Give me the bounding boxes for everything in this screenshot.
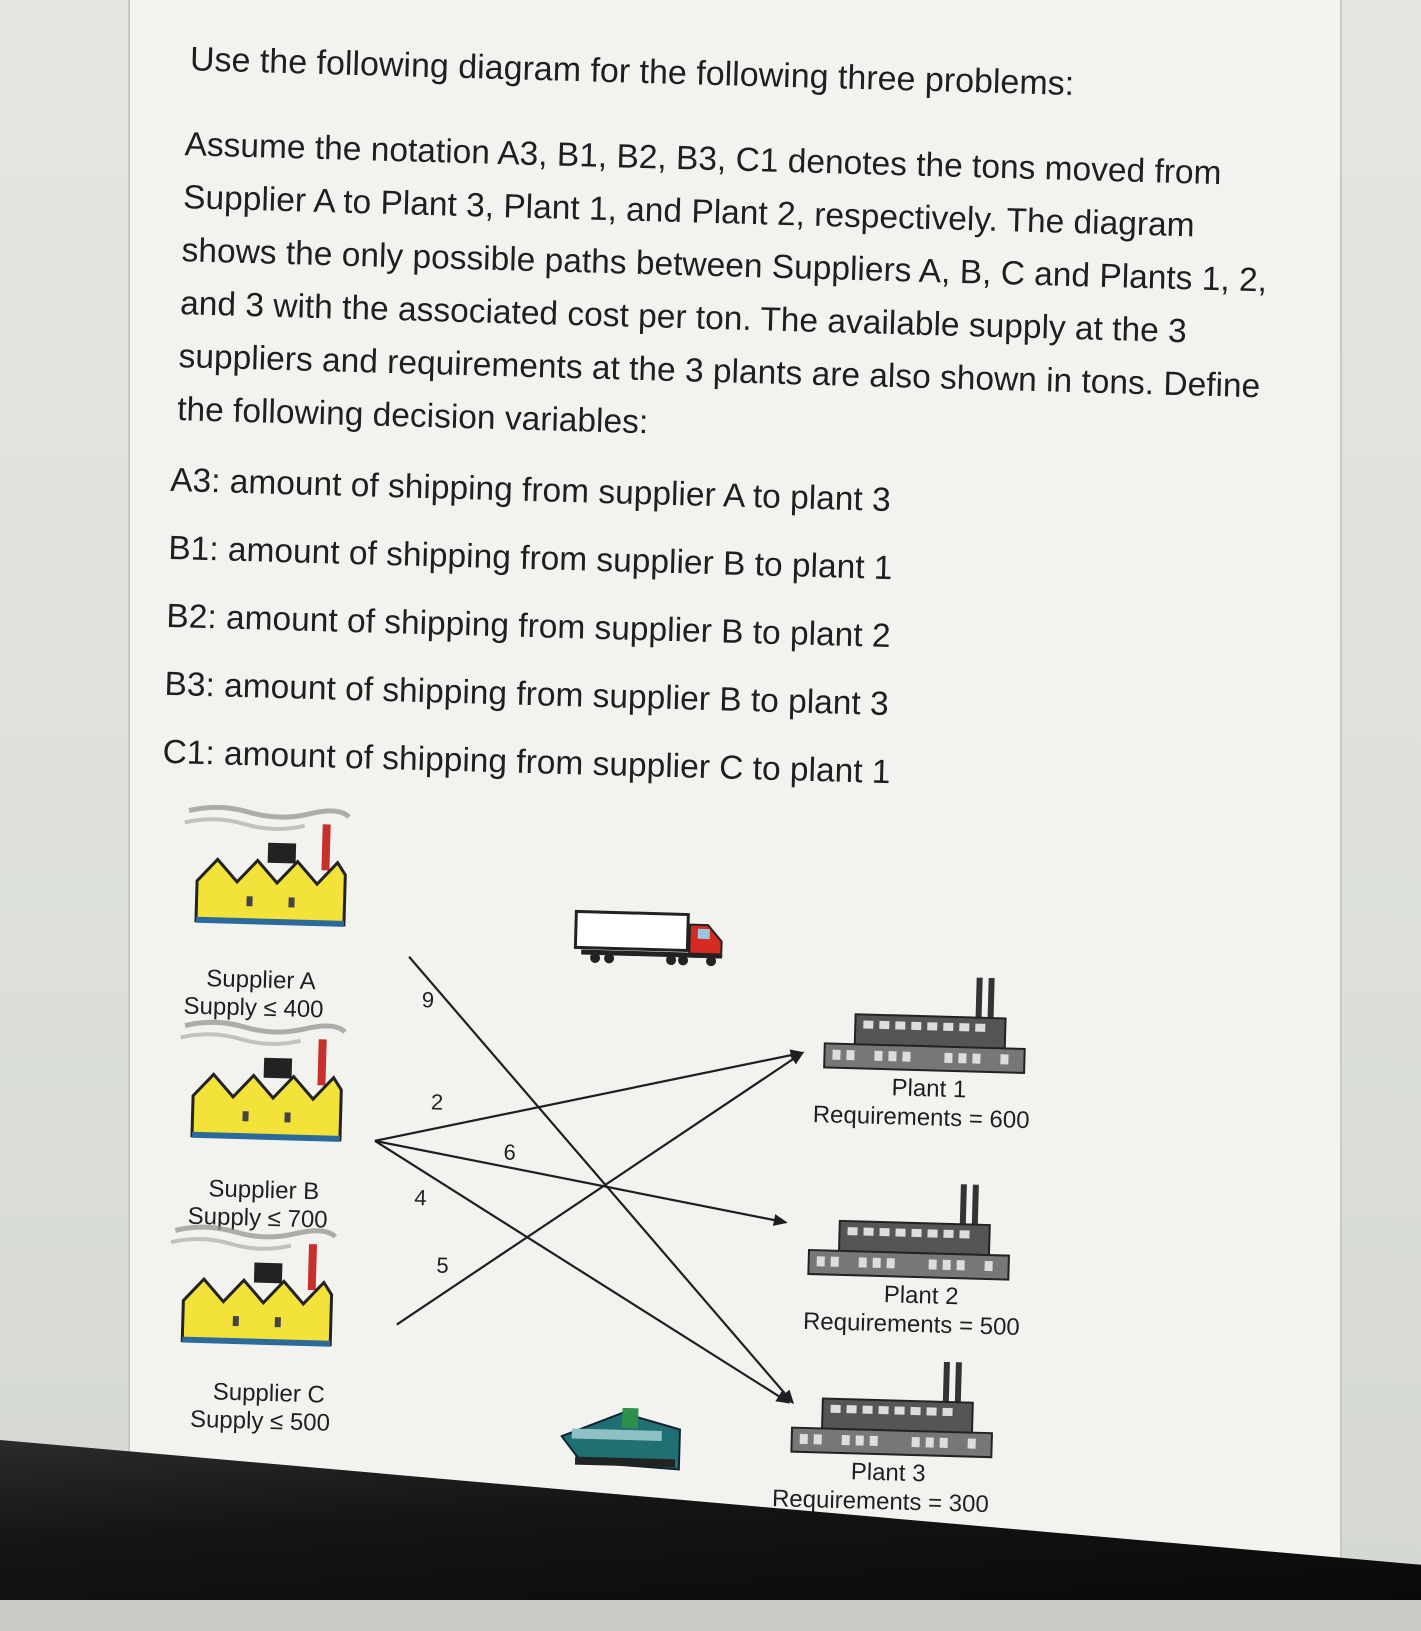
plant-3-name: Plant 3 [850,1458,926,1488]
route-c1-arrow [397,1042,803,1336]
plant-1-requirements: Requirements = 600 [812,1101,1030,1135]
variable-b3: B3: amount of shipping from supplier B to plant 3 [164,665,890,724]
train-icon [561,1406,681,1469]
variable-b2: B2: amount of shipping from supplier B to plant 2 [165,597,892,656]
plant-3-requirements: Requirements = 300 [771,1485,990,1519]
truck-icon [575,911,722,966]
problem-description: Assume the notation A3, B1, B2, B3, C1 denotes the tons moved from Supplier A to Plant 3, Plant 1, and Plant 2, respectively. The diagram shows the only possible paths between Suppliers A, B, C and Plants 1, 2, and 3 with the associated cost per ton. The available supply at the 3 suppliers and requirements at the 3 plants are also shown in tons. Define the following decision variables: [176,126,1268,442]
plant-1-name: Plant 1 [891,1074,967,1104]
supplier-b-name: Supplier B [208,1175,320,1206]
supplier-c-factory-icon [168,1226,335,1347]
plant-2-requirements: Requirements = 500 [802,1307,1021,1341]
variable-b1: B1: amount of shipping from supplier B to plant 1 [167,529,893,588]
route-c1-cost: 5 [436,1252,450,1278]
supplier-c-name: Supplier C [212,1378,326,1409]
route-b3-arrow [368,1141,796,1403]
supplier-a-name: Supplier A [205,965,317,996]
supplier-b-supply: Supply ≤ 700 [187,1202,328,1234]
route-b2-arrow [373,1141,788,1223]
supplier-c-supply: Supply ≤ 500 [189,1405,331,1437]
supplier-b-factory-icon [178,1021,345,1142]
route-b3-cost: 6 [503,1139,517,1165]
plant-3-factory-icon [791,1358,994,1458]
route-a3-arrow [397,957,805,1403]
page-heading: Use the following diagram for the following three problems: [189,40,1075,103]
variable-a3: A3: amount of shipping from supplier A to plant 3 [169,461,892,520]
plant-1-factory-icon [824,973,1027,1073]
route-b1-cost: 2 [430,1089,444,1115]
supplier-a-factory-icon [182,806,349,927]
route-a3-cost: 9 [421,987,435,1013]
route-b2-cost: 4 [413,1184,427,1211]
plant-2-name: Plant 2 [883,1281,959,1311]
plant-2-factory-icon [808,1180,1011,1280]
variable-c1: C1: amount of shipping from supplier C to plant 1 [162,733,891,792]
supplier-a-supply: Supply ≤ 400 [183,992,324,1024]
